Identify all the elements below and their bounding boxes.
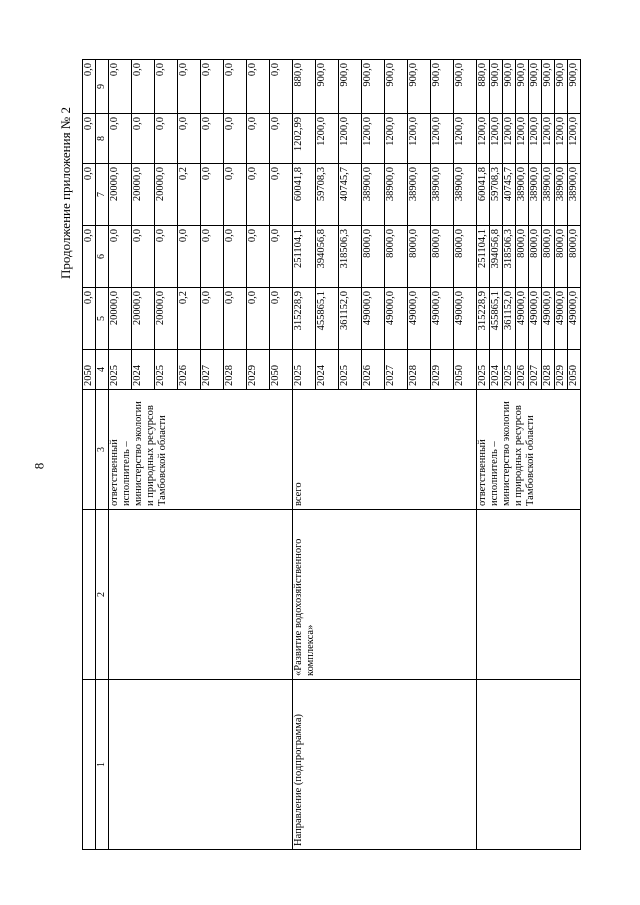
value-cell: 0,0 [132,60,155,114]
value-cell: 8000,0 [529,226,542,288]
cell [83,510,96,680]
value-cell: 8000,0 [408,226,431,288]
value-cell: 0,0 [224,114,247,164]
value-cell: 315228,9 [477,288,490,350]
value-cell: 0,0 [155,114,178,164]
value-cell: 0,0 [247,226,270,288]
value-cell: 38900,0 [542,164,555,226]
value-cell: 20000,0 [132,164,155,226]
year-cell: 2050 [83,350,96,390]
year-cell: 2025 [155,350,178,390]
value-cell: 20000,0 [109,164,132,226]
value-cell: 0,0 [247,164,270,226]
value-cell: 8000,0 [568,226,581,288]
value-cell: 59708,3 [316,164,339,226]
value-cell: 0,0 [109,60,132,114]
column-number: 9 [96,60,109,114]
year-cell: 2027 [201,350,224,390]
value-cell: 1200,0 [316,114,339,164]
value-cell: 0,0 [83,164,96,226]
year-cell: 2028 [408,350,431,390]
value-cell: 0,0 [83,288,96,350]
cell [109,510,293,680]
column-number: 6 [96,226,109,288]
year-cell: 2050 [454,350,477,390]
value-cell: 60041,8 [293,164,316,226]
value-cell: 0,0 [247,288,270,350]
value-cell: 0,0 [155,226,178,288]
value-cell: 0,0 [270,60,293,114]
value-cell: 880,0 [477,60,490,114]
value-cell: 0,0 [201,164,224,226]
value-cell: 318506,3 [503,226,516,288]
table-row [293,60,316,850]
year-cell: 2024 [132,350,155,390]
column-number: 8 [96,114,109,164]
value-cell: 0,0 [83,114,96,164]
value-cell: 1200,0 [362,114,385,164]
table-row [477,60,490,850]
value-cell: 1200,0 [454,114,477,164]
value-cell: 1200,0 [339,114,362,164]
value-cell: 0,0 [109,114,132,164]
value-cell: 318506,3 [339,226,362,288]
value-cell: 900,0 [454,60,477,114]
value-cell: 49000,0 [431,288,454,350]
cell [477,510,581,680]
value-cell: 8000,0 [362,226,385,288]
appendix-caption: Продолжение приложения № 2 [57,107,73,279]
value-cell: 0,0 [247,114,270,164]
year-cell: 2029 [247,350,270,390]
value-cell: 0,0 [201,60,224,114]
table-body [83,60,581,850]
value-cell: 900,0 [529,60,542,114]
value-cell: 49000,0 [555,288,568,350]
cell [83,680,96,850]
year-cell: 2029 [431,350,454,390]
value-cell: 0,0 [178,60,201,114]
value-cell: 60041,8 [477,164,490,226]
year-cell: 2029 [555,350,568,390]
value-cell: 1200,0 [385,114,408,164]
column-number-row [96,60,109,850]
value-cell: 0,2 [178,288,201,350]
value-cell: 0,0 [201,226,224,288]
value-cell: 0,0 [83,60,96,114]
column-number: 2 [96,510,109,680]
value-cell: 251104,1 [293,226,316,288]
value-cell: 394056,8 [490,226,503,288]
value-cell: 49000,0 [516,288,529,350]
value-cell: 49000,0 [529,288,542,350]
value-cell: 38900,0 [408,164,431,226]
value-cell: 1200,0 [408,114,431,164]
value-cell: 38900,0 [555,164,568,226]
value-cell: 38900,0 [385,164,408,226]
cell [109,680,293,850]
value-cell: 900,0 [490,60,503,114]
value-cell: 900,0 [385,60,408,114]
executor-cell: ответственный исполнитель – министерство экологии и природных ресурсов Тамбовской области [109,390,293,510]
section-name-cell: «Развитие водохозяйственного комплекса» [293,510,477,680]
value-cell: 0,0 [270,288,293,350]
value-cell: 1200,0 [555,114,568,164]
value-cell: 394056,8 [316,226,339,288]
value-cell: 0,0 [270,114,293,164]
value-cell: 1200,0 [431,114,454,164]
value-cell: 0,0 [83,226,96,288]
value-cell: 251104,1 [477,226,490,288]
value-cell: 900,0 [568,60,581,114]
value-cell: 455865,1 [316,288,339,350]
year-cell: 2028 [542,350,555,390]
year-cell: 2028 [224,350,247,390]
value-cell: 1200,0 [542,114,555,164]
cell [477,680,581,850]
value-cell: 900,0 [431,60,454,114]
budget-table [82,59,581,850]
value-cell: 455865,1 [490,288,503,350]
year-cell: 2025 [503,350,516,390]
value-cell: 38900,0 [431,164,454,226]
value-cell: 0,0 [178,114,201,164]
value-cell: 0,0 [109,226,132,288]
value-cell: 900,0 [339,60,362,114]
year-cell: 2025 [293,350,316,390]
value-cell: 900,0 [316,60,339,114]
value-cell: 0,0 [178,226,201,288]
value-cell: 38900,0 [529,164,542,226]
table-rotation-wrapper [82,60,579,850]
value-cell: 1200,0 [477,114,490,164]
value-cell: 38900,0 [362,164,385,226]
value-cell: 20000,0 [155,288,178,350]
year-cell: 2027 [529,350,542,390]
value-cell: 1200,0 [490,114,503,164]
value-cell: 38900,0 [454,164,477,226]
value-cell: 8000,0 [385,226,408,288]
value-cell: 8000,0 [555,226,568,288]
executor-cell: ответственный исполнитель – министерство экологии и природных ресурсов Тамбовской области [477,390,581,510]
section-type-cell: Направление (подпрограмма) [293,680,477,850]
value-cell: 49000,0 [568,288,581,350]
year-cell: 2026 [178,350,201,390]
value-cell: 0,0 [270,226,293,288]
value-cell: 0,0 [224,226,247,288]
value-cell: 0,0 [247,60,270,114]
value-cell: 40745,7 [339,164,362,226]
cell [83,390,96,510]
value-cell: 900,0 [503,60,516,114]
year-cell: 2050 [568,350,581,390]
value-cell: 49000,0 [542,288,555,350]
value-cell: 0,0 [224,60,247,114]
value-cell: 49000,0 [385,288,408,350]
page-number: 8 [31,462,47,470]
value-cell: 49000,0 [454,288,477,350]
value-cell: 361152,0 [503,288,516,350]
year-cell: 2025 [477,350,490,390]
year-cell: 2025 [339,350,362,390]
value-cell: 38900,0 [568,164,581,226]
year-cell: 2050 [270,350,293,390]
value-cell: 0,0 [155,60,178,114]
year-cell: 2024 [316,350,339,390]
value-cell: 1200,0 [516,114,529,164]
year-cell: 2025 [109,350,132,390]
value-cell: 900,0 [408,60,431,114]
value-cell: 0,0 [201,114,224,164]
value-cell: 8000,0 [516,226,529,288]
column-number: 5 [96,288,109,350]
value-cell: 900,0 [362,60,385,114]
column-number: 4 [96,350,109,390]
value-cell: 900,0 [516,60,529,114]
year-cell: 2024 [490,350,503,390]
value-cell: 0,0 [224,288,247,350]
year-cell: 2026 [516,350,529,390]
value-cell: 8000,0 [542,226,555,288]
value-cell: 38900,0 [516,164,529,226]
value-cell: 880,0 [293,60,316,114]
value-cell: 0,0 [132,114,155,164]
value-cell: 315228,9 [293,288,316,350]
value-cell: 8000,0 [431,226,454,288]
table-row [109,60,132,850]
value-cell: 0,0 [224,164,247,226]
value-cell: 0,0 [201,288,224,350]
value-cell: 59708,3 [490,164,503,226]
value-cell: 20000,0 [109,288,132,350]
funding-type-cell: всего [293,390,477,510]
value-cell: 49000,0 [408,288,431,350]
column-number: 1 [96,680,109,850]
value-cell: 8000,0 [454,226,477,288]
value-cell: 0,0 [132,226,155,288]
value-cell: 1200,0 [503,114,516,164]
table-row [83,60,96,850]
value-cell: 900,0 [555,60,568,114]
value-cell: 40745,7 [503,164,516,226]
column-number: 3 [96,390,109,510]
value-cell: 900,0 [542,60,555,114]
value-cell: 361152,0 [339,288,362,350]
year-cell: 2027 [385,350,408,390]
value-cell: 1200,0 [529,114,542,164]
value-cell: 0,0 [270,164,293,226]
value-cell: 1200,0 [568,114,581,164]
value-cell: 1202,99 [293,114,316,164]
value-cell: 49000,0 [362,288,385,350]
column-number: 7 [96,164,109,226]
value-cell: 0,2 [178,164,201,226]
year-cell: 2026 [362,350,385,390]
value-cell: 20000,0 [132,288,155,350]
value-cell: 20000,0 [155,164,178,226]
